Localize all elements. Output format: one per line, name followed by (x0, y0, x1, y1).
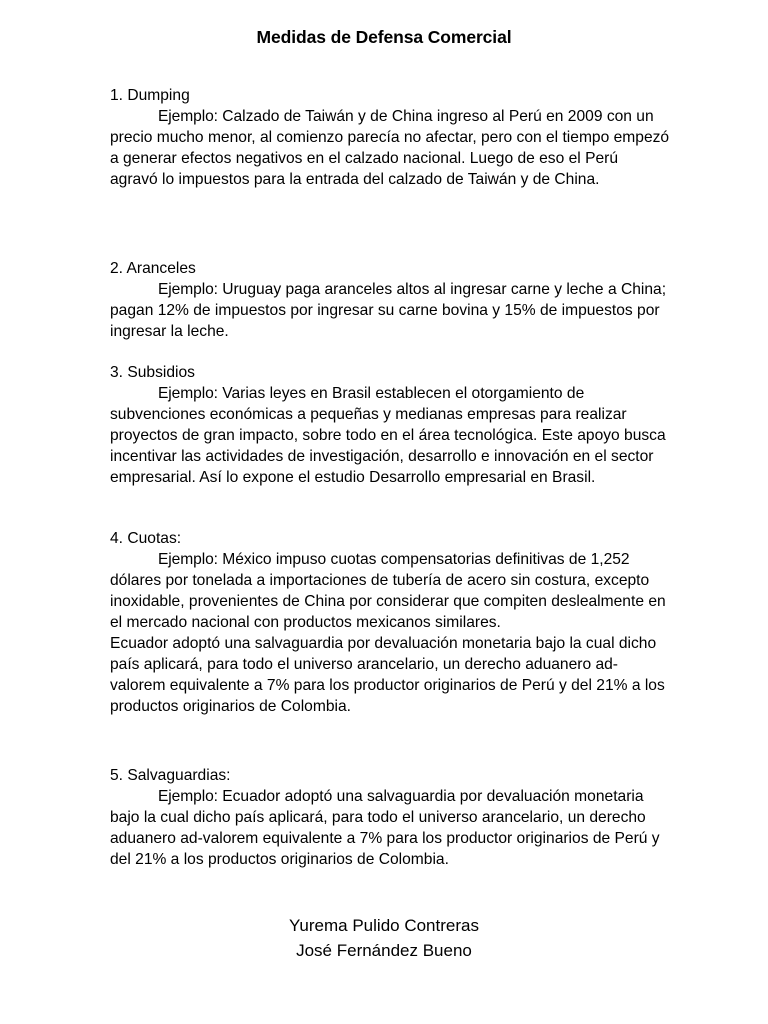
paragraph-text: Uruguay paga aranceles altos al ingresar carne y leche a China; pagan 12% de impuestos por ingresar su carne bovina y 15% de impuestos por ingresar la leche. (110, 281, 667, 340)
section-dumping (110, 85, 670, 190)
section-cuotas (110, 528, 670, 717)
example-label: Ejemplo: (158, 385, 218, 402)
example-label: Ejemplo: (158, 281, 218, 298)
section-paragraph (110, 786, 670, 870)
section-paragraph (110, 383, 670, 488)
section-heading: 4. Cuotas: (110, 530, 182, 547)
section-heading: 2. Aranceles (110, 260, 196, 277)
authors-block (0, 913, 768, 963)
section-paragraph (110, 106, 670, 190)
section-paragraph (110, 279, 670, 342)
section-heading: 3. Subsidios (110, 364, 195, 381)
example-label: Ejemplo: (158, 108, 218, 125)
paragraph-text: Varias leyes en Brasil establecen el otorgamiento de subvenciones económicas a pequeñas y medianas empresas para realizar proyectos de gran impacto, sobre todo en el área tecnológica. Este apoyo busca incentivar las actividades de investigación, desarrollo e innovación en el sector empresarial. Así lo expone el estudio Desarrollo empresarial en Brasil. (110, 385, 666, 486)
section-salvaguardias (110, 765, 670, 870)
section-heading: 5. Salvaguardias: (110, 767, 231, 784)
section-subsidios (110, 362, 670, 488)
paragraph-text: Ecuador adoptó una salvaguardia por devaluación monetaria bajo la cual dicho país aplicará, para todo el universo arancelario, un derecho aduanero ad-valorem equivalente a 7% para los productor originarios de Perú y del 21% a los productos originarios de Colombia. (110, 788, 660, 868)
section-aranceles (110, 258, 670, 342)
section-paragraph (110, 633, 670, 717)
author-name: Yurema Pulido Contreras (289, 916, 479, 935)
example-label: Ejemplo: (158, 551, 218, 568)
section-paragraph (110, 549, 670, 633)
example-label: Ejemplo: (158, 788, 218, 805)
document-title: Medidas de Defensa Comercial (256, 27, 512, 47)
paragraph-text: Calzado de Taiwán y de China ingreso al Perú en 2009 con un precio mucho menor, al comienzo parecía no afectar, pero con el tiempo empezó a generar efectos negativos en el calzado nacional. Luego de eso el Perú agravó lo impuestos para la entrada del calzado de Taiwán y de China. (110, 108, 670, 188)
paragraph-text: México impuso cuotas compensatorias definitivas de 1,252 dólares por tonelada a importaciones de tubería de acero sin costura, excepto inoxidable, provenientes de China por considerar que compiten deslealmente en el mercado nacional con productos mexicanos similares. (110, 551, 666, 631)
author-name: José Fernández Bueno (296, 941, 472, 960)
section-heading: 1. Dumping (110, 87, 190, 104)
paragraph-text: Ecuador adoptó una salvaguardia por devaluación monetaria bajo la cual dicho país aplicará, para todo el universo arancelario, un derecho aduanero ad-valorem equivalente a 7% para los productor originarios de Perú y del 21% a los productos originarios de Colombia. (110, 635, 665, 715)
